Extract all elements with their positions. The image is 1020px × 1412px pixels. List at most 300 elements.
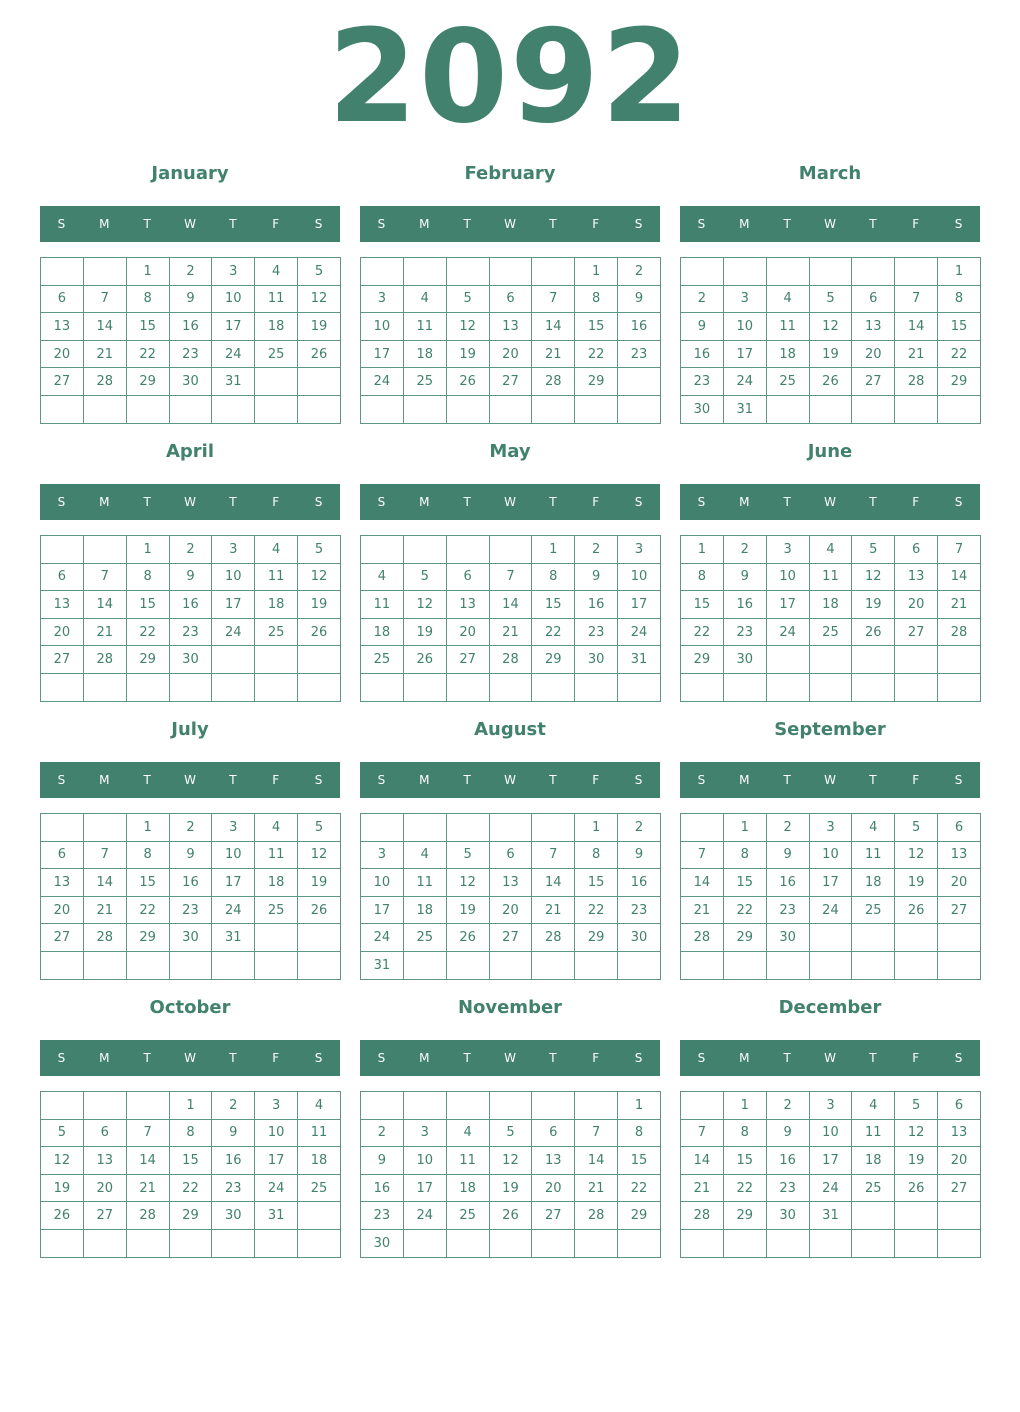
month-name: July xyxy=(171,719,209,740)
day-cell xyxy=(895,258,938,286)
day-cell: 10 xyxy=(212,563,255,591)
day-cell: 21 xyxy=(895,340,938,368)
day-cell xyxy=(618,368,661,396)
weekday-label: T xyxy=(229,217,237,231)
day-cell: 1 xyxy=(938,258,981,286)
day-cell: 1 xyxy=(532,536,575,564)
week-row xyxy=(681,563,981,591)
day-cell xyxy=(723,673,766,701)
week-row xyxy=(681,591,981,619)
day-cell: 5 xyxy=(809,285,852,313)
day-cell xyxy=(361,258,404,286)
day-cell: 8 xyxy=(532,563,575,591)
week-row xyxy=(41,313,341,341)
day-cell: 19 xyxy=(298,313,341,341)
month-name: April xyxy=(165,441,215,462)
day-cell: 20 xyxy=(532,1174,575,1202)
day-cell: 12 xyxy=(446,869,489,897)
day-cell: 24 xyxy=(212,896,255,924)
day-cell xyxy=(532,1229,575,1257)
day-cell: 11 xyxy=(403,313,446,341)
day-cell: 9 xyxy=(766,841,809,869)
day-cell xyxy=(255,673,298,701)
weekday-label: W xyxy=(824,773,836,787)
day-cell xyxy=(446,1092,489,1120)
day-cell: 5 xyxy=(298,258,341,286)
day-cell: 3 xyxy=(403,1119,446,1147)
day-cell: 29 xyxy=(575,924,618,952)
day-cell: 2 xyxy=(361,1119,404,1147)
weekday-label: S xyxy=(697,1051,706,1065)
day-cell: 9 xyxy=(169,841,212,869)
day-cell: 9 xyxy=(212,1119,255,1147)
day-cell: 31 xyxy=(255,1202,298,1230)
day-cell: 11 xyxy=(361,591,404,619)
day-cell xyxy=(255,951,298,979)
weekday-label: T xyxy=(549,1051,557,1065)
day-cell xyxy=(681,258,724,286)
day-cell: 20 xyxy=(489,340,532,368)
day-cell: 21 xyxy=(532,340,575,368)
day-cell xyxy=(895,924,938,952)
week-row xyxy=(681,618,981,646)
day-cell: 8 xyxy=(618,1119,661,1147)
month-name: September xyxy=(774,719,886,740)
weekday-label: S xyxy=(954,1051,963,1065)
week-row xyxy=(41,1119,341,1147)
day-cell xyxy=(212,646,255,674)
day-cell: 23 xyxy=(169,618,212,646)
day-cell: 25 xyxy=(766,368,809,396)
weekday-label: M xyxy=(99,773,110,787)
day-cell: 24 xyxy=(618,618,661,646)
day-cell: 14 xyxy=(895,313,938,341)
day-cell: 2 xyxy=(212,1092,255,1120)
day-cell: 25 xyxy=(852,1174,895,1202)
day-cell: 28 xyxy=(895,368,938,396)
day-cell xyxy=(532,951,575,979)
day-cell: 23 xyxy=(169,896,212,924)
days-table xyxy=(40,535,341,702)
day-cell: 4 xyxy=(766,285,809,313)
week-row xyxy=(361,591,661,619)
month-november xyxy=(360,993,660,1251)
weekday-label: M xyxy=(419,217,430,231)
day-cell: 30 xyxy=(723,646,766,674)
week-row xyxy=(681,841,981,869)
day-cell: 13 xyxy=(489,313,532,341)
day-cell: 15 xyxy=(618,1147,661,1175)
day-cell xyxy=(575,673,618,701)
day-cell xyxy=(852,1202,895,1230)
day-cell: 13 xyxy=(446,591,489,619)
day-cell: 27 xyxy=(895,618,938,646)
day-cell xyxy=(895,673,938,701)
weekday-label: W xyxy=(504,773,516,787)
day-cell: 30 xyxy=(169,924,212,952)
day-cell xyxy=(126,1092,169,1120)
day-cell: 14 xyxy=(489,591,532,619)
day-cell: 26 xyxy=(809,368,852,396)
day-cell: 29 xyxy=(532,646,575,674)
month-name: January xyxy=(151,163,229,184)
day-cell: 1 xyxy=(126,536,169,564)
day-cell: 11 xyxy=(255,563,298,591)
day-cell xyxy=(809,673,852,701)
day-cell xyxy=(852,924,895,952)
month-january xyxy=(40,159,340,390)
day-cell: 25 xyxy=(255,618,298,646)
day-cell: 17 xyxy=(723,340,766,368)
day-cell: 10 xyxy=(809,1119,852,1147)
weekday-label: S xyxy=(697,773,706,787)
day-cell: 26 xyxy=(489,1202,532,1230)
week-row xyxy=(681,814,981,842)
weekday-label: F xyxy=(272,1051,280,1065)
day-cell: 23 xyxy=(723,618,766,646)
day-cell: 15 xyxy=(532,591,575,619)
day-cell: 14 xyxy=(83,591,126,619)
day-cell xyxy=(298,646,341,674)
day-cell: 4 xyxy=(403,841,446,869)
month-april xyxy=(40,437,340,668)
day-cell: 21 xyxy=(83,340,126,368)
day-cell: 28 xyxy=(83,924,126,952)
month-name: June xyxy=(807,441,853,462)
weekday-label: T xyxy=(463,495,471,509)
day-cell: 27 xyxy=(489,368,532,396)
day-cell: 1 xyxy=(723,814,766,842)
day-cell: 7 xyxy=(895,285,938,313)
day-cell: 29 xyxy=(126,646,169,674)
day-cell: 21 xyxy=(532,896,575,924)
month-name: October xyxy=(149,997,231,1018)
day-cell: 30 xyxy=(766,1202,809,1230)
week-row xyxy=(681,1202,981,1230)
day-cell: 24 xyxy=(809,1174,852,1202)
day-cell xyxy=(489,951,532,979)
day-cell: 16 xyxy=(723,591,766,619)
day-cell: 10 xyxy=(403,1147,446,1175)
day-cell: 19 xyxy=(852,591,895,619)
day-cell: 12 xyxy=(446,313,489,341)
day-cell xyxy=(169,951,212,979)
day-cell: 9 xyxy=(575,563,618,591)
day-cell xyxy=(83,1229,126,1257)
day-cell: 28 xyxy=(575,1202,618,1230)
week-row xyxy=(681,1092,981,1120)
weekday-label: S xyxy=(314,773,323,787)
week-row xyxy=(41,646,341,674)
day-cell: 24 xyxy=(361,368,404,396)
weekday-label: S xyxy=(634,217,643,231)
week-row xyxy=(361,673,661,701)
weekday-label: S xyxy=(954,217,963,231)
day-cell xyxy=(681,673,724,701)
weekday-label: T xyxy=(463,773,471,787)
weekday-label: M xyxy=(419,495,430,509)
day-cell: 7 xyxy=(83,563,126,591)
day-cell xyxy=(575,1229,618,1257)
day-cell xyxy=(361,536,404,564)
weekday-label: M xyxy=(99,1051,110,1065)
day-cell: 15 xyxy=(126,313,169,341)
day-cell xyxy=(681,814,724,842)
day-cell: 16 xyxy=(766,1147,809,1175)
weekday-label: W xyxy=(184,495,196,509)
day-cell xyxy=(255,395,298,423)
day-cell: 28 xyxy=(532,924,575,952)
day-cell xyxy=(618,395,661,423)
day-cell xyxy=(766,395,809,423)
day-cell: 22 xyxy=(532,618,575,646)
day-cell: 17 xyxy=(212,869,255,897)
day-cell: 14 xyxy=(83,313,126,341)
day-cell: 9 xyxy=(169,563,212,591)
weekday-label: S xyxy=(377,1051,386,1065)
day-cell xyxy=(83,814,126,842)
week-row xyxy=(681,368,981,396)
day-cell: 4 xyxy=(852,814,895,842)
day-cell xyxy=(83,395,126,423)
days-table xyxy=(680,1091,981,1258)
day-cell: 3 xyxy=(618,536,661,564)
day-cell: 10 xyxy=(723,313,766,341)
week-row xyxy=(361,395,661,423)
week-row xyxy=(681,1174,981,1202)
day-cell: 28 xyxy=(681,1202,724,1230)
day-cell: 1 xyxy=(126,814,169,842)
day-cell: 5 xyxy=(41,1119,84,1147)
day-cell: 23 xyxy=(681,368,724,396)
day-cell: 4 xyxy=(809,536,852,564)
day-cell: 5 xyxy=(298,536,341,564)
day-cell: 7 xyxy=(532,841,575,869)
day-cell: 9 xyxy=(723,563,766,591)
day-cell: 21 xyxy=(938,591,981,619)
day-cell: 23 xyxy=(169,340,212,368)
day-cell: 20 xyxy=(895,591,938,619)
week-row xyxy=(361,313,661,341)
weekday-label: T xyxy=(783,495,791,509)
day-cell: 21 xyxy=(83,618,126,646)
day-cell: 16 xyxy=(361,1174,404,1202)
weekday-label: F xyxy=(592,1051,600,1065)
day-cell: 14 xyxy=(681,869,724,897)
week-row xyxy=(681,258,981,286)
weekday-label: S xyxy=(697,217,706,231)
day-cell xyxy=(126,395,169,423)
week-row xyxy=(41,814,341,842)
day-cell: 1 xyxy=(618,1092,661,1120)
day-cell: 27 xyxy=(532,1202,575,1230)
day-cell: 21 xyxy=(575,1174,618,1202)
day-cell: 31 xyxy=(212,924,255,952)
weekday-label: W xyxy=(824,217,836,231)
day-cell xyxy=(41,1229,84,1257)
week-row xyxy=(41,285,341,313)
week-row xyxy=(361,1147,661,1175)
day-cell xyxy=(446,673,489,701)
day-cell: 13 xyxy=(938,841,981,869)
day-cell: 20 xyxy=(41,340,84,368)
day-cell: 24 xyxy=(809,896,852,924)
day-cell: 30 xyxy=(681,395,724,423)
day-cell xyxy=(212,673,255,701)
day-cell: 28 xyxy=(126,1202,169,1230)
weekday-header xyxy=(360,206,660,242)
day-cell: 26 xyxy=(895,1174,938,1202)
day-cell: 30 xyxy=(169,368,212,396)
day-cell: 16 xyxy=(766,869,809,897)
day-cell: 22 xyxy=(126,618,169,646)
weekday-label: S xyxy=(954,495,963,509)
day-cell: 5 xyxy=(298,814,341,842)
day-cell: 20 xyxy=(83,1174,126,1202)
day-cell xyxy=(446,814,489,842)
day-cell: 4 xyxy=(255,814,298,842)
day-cell: 21 xyxy=(83,896,126,924)
week-row xyxy=(361,258,661,286)
day-cell: 12 xyxy=(809,313,852,341)
days-table xyxy=(680,813,981,980)
weekday-label: W xyxy=(184,1051,196,1065)
day-cell: 3 xyxy=(723,285,766,313)
day-cell: 5 xyxy=(489,1119,532,1147)
day-cell xyxy=(532,673,575,701)
week-row xyxy=(361,951,661,979)
day-cell: 15 xyxy=(126,869,169,897)
day-cell: 25 xyxy=(255,340,298,368)
day-cell xyxy=(532,395,575,423)
week-row xyxy=(41,869,341,897)
day-cell: 3 xyxy=(361,285,404,313)
week-row xyxy=(41,618,341,646)
day-cell: 17 xyxy=(212,313,255,341)
week-row xyxy=(681,896,981,924)
day-cell: 14 xyxy=(126,1147,169,1175)
day-cell xyxy=(681,1229,724,1257)
week-row xyxy=(41,841,341,869)
day-cell: 7 xyxy=(83,285,126,313)
day-cell: 8 xyxy=(575,285,618,313)
day-cell xyxy=(938,1202,981,1230)
day-cell: 4 xyxy=(255,536,298,564)
day-cell: 21 xyxy=(681,896,724,924)
day-cell: 17 xyxy=(809,1147,852,1175)
day-cell: 6 xyxy=(938,814,981,842)
day-cell: 8 xyxy=(723,1119,766,1147)
week-row xyxy=(681,313,981,341)
day-cell: 19 xyxy=(446,340,489,368)
day-cell: 2 xyxy=(169,536,212,564)
weekday-label: M xyxy=(739,773,750,787)
day-cell: 30 xyxy=(169,646,212,674)
week-row xyxy=(41,368,341,396)
day-cell: 10 xyxy=(618,563,661,591)
week-row xyxy=(361,924,661,952)
day-cell: 25 xyxy=(255,896,298,924)
day-cell: 12 xyxy=(895,841,938,869)
day-cell: 25 xyxy=(852,896,895,924)
day-cell: 12 xyxy=(298,285,341,313)
weekday-label: T xyxy=(783,1051,791,1065)
day-cell: 6 xyxy=(41,285,84,313)
week-row xyxy=(361,646,661,674)
weekday-label: F xyxy=(272,495,280,509)
day-cell xyxy=(852,395,895,423)
day-cell: 29 xyxy=(169,1202,212,1230)
week-row xyxy=(41,951,341,979)
day-cell xyxy=(255,646,298,674)
day-cell xyxy=(681,1092,724,1120)
day-cell: 19 xyxy=(895,1147,938,1175)
month-december xyxy=(680,993,980,1224)
day-cell: 13 xyxy=(938,1119,981,1147)
weekday-label: W xyxy=(184,217,196,231)
day-cell: 7 xyxy=(83,841,126,869)
day-cell: 29 xyxy=(618,1202,661,1230)
day-cell: 18 xyxy=(809,591,852,619)
weekday-label: T xyxy=(463,1051,471,1065)
weekday-label: T xyxy=(143,495,151,509)
day-cell: 7 xyxy=(575,1119,618,1147)
week-row xyxy=(41,1174,341,1202)
day-cell: 15 xyxy=(723,869,766,897)
day-cell: 9 xyxy=(618,841,661,869)
day-cell: 5 xyxy=(895,1092,938,1120)
days-table xyxy=(360,1091,661,1258)
day-cell: 26 xyxy=(298,340,341,368)
day-cell xyxy=(766,258,809,286)
weekday-label: T xyxy=(549,217,557,231)
day-cell: 11 xyxy=(852,1119,895,1147)
day-cell xyxy=(809,951,852,979)
day-cell xyxy=(83,951,126,979)
day-cell: 28 xyxy=(681,924,724,952)
day-cell: 25 xyxy=(403,368,446,396)
days-table xyxy=(680,257,981,424)
weekday-label: M xyxy=(419,1051,430,1065)
day-cell: 27 xyxy=(41,646,84,674)
day-cell xyxy=(255,924,298,952)
day-cell: 24 xyxy=(723,368,766,396)
day-cell: 20 xyxy=(489,896,532,924)
day-cell: 1 xyxy=(723,1092,766,1120)
day-cell: 8 xyxy=(126,285,169,313)
weekday-label: T xyxy=(783,773,791,787)
weekday-header xyxy=(360,762,660,798)
week-row xyxy=(361,1092,661,1120)
day-cell: 28 xyxy=(489,646,532,674)
day-cell: 20 xyxy=(938,1147,981,1175)
days-table xyxy=(40,1091,341,1258)
day-cell: 8 xyxy=(723,841,766,869)
day-cell: 7 xyxy=(126,1119,169,1147)
day-cell: 7 xyxy=(938,536,981,564)
day-cell xyxy=(895,951,938,979)
day-cell xyxy=(852,646,895,674)
week-row xyxy=(361,618,661,646)
day-cell: 6 xyxy=(489,841,532,869)
weekday-label: M xyxy=(419,773,430,787)
day-cell xyxy=(126,951,169,979)
day-cell: 31 xyxy=(212,368,255,396)
weekday-label: S xyxy=(314,495,323,509)
day-cell: 23 xyxy=(212,1174,255,1202)
weekday-header xyxy=(40,762,340,798)
day-cell: 15 xyxy=(938,313,981,341)
